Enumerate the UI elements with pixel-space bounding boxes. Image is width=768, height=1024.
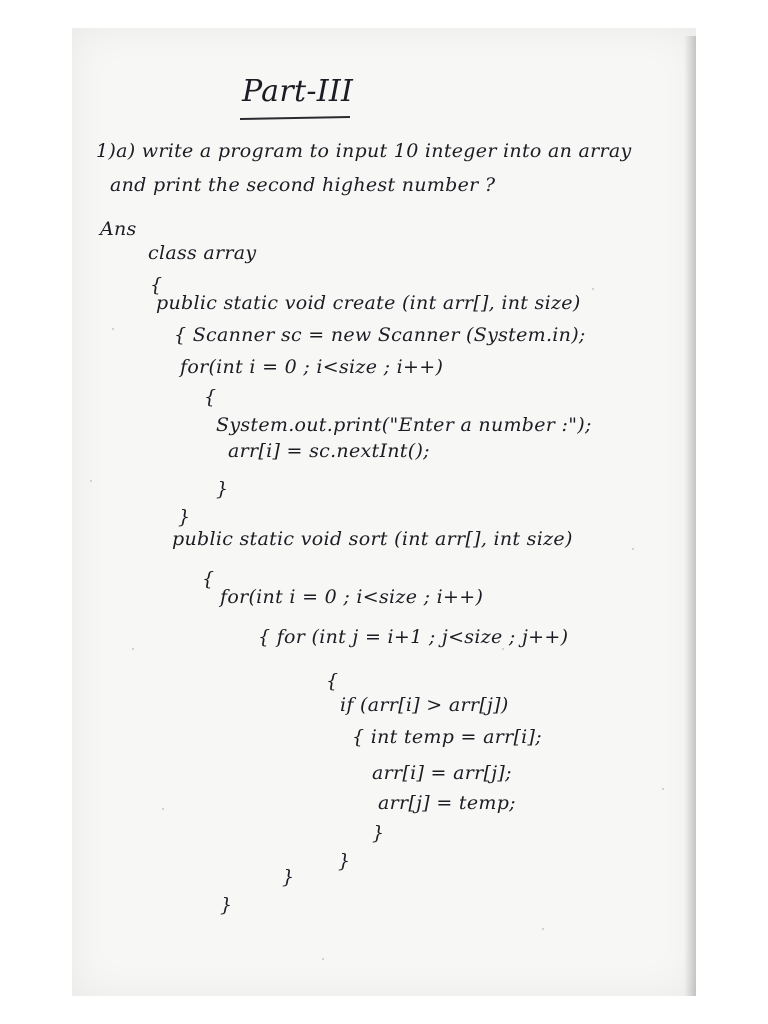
paper-speck: [322, 958, 324, 960]
code-line: arr[j] = temp;: [378, 792, 516, 814]
paper-speck: [592, 288, 594, 290]
code-line: if (arr[i] > arr[j]): [340, 694, 509, 716]
paper-speck: [502, 648, 504, 650]
code-line: { Scanner sc = new Scanner (System.in);: [174, 324, 586, 346]
code-line: { for (int j = i+1 ; j<size ; j++): [258, 626, 569, 648]
title-underline: [240, 116, 350, 120]
code-line: public static void create (int arr[], int size): [156, 292, 581, 314]
code-line: }: [178, 506, 191, 528]
page-right-shadow: [684, 36, 696, 996]
paper-speck: [132, 648, 134, 650]
question-line-2: and print the second highest number ?: [110, 174, 496, 196]
paper-speck: [632, 548, 634, 550]
code-line: System.out.print("Enter a number :");: [216, 414, 592, 436]
paper-speck: [542, 928, 544, 930]
code-line: }: [338, 850, 351, 872]
code-line: }: [282, 866, 295, 888]
page-title: Part-III: [242, 74, 354, 109]
notebook-page: [72, 28, 696, 996]
code-line: public static void sort (int arr[], int size): [172, 528, 573, 550]
paper-speck: [90, 480, 92, 482]
code-line: }: [372, 822, 385, 844]
paper-speck: [162, 808, 164, 810]
question-line-1: 1)a) write a program to input 10 integer into an array: [96, 140, 632, 162]
code-line: arr[i] = sc.nextInt();: [228, 440, 430, 462]
code-line: }: [216, 478, 229, 500]
paper-speck: [112, 328, 114, 330]
code-line: }: [220, 894, 233, 916]
code-line: {: [150, 274, 163, 296]
code-line: {: [326, 670, 339, 692]
code-line: {: [202, 568, 215, 590]
code-line: class array: [148, 242, 257, 264]
code-line: arr[i] = arr[j];: [372, 762, 512, 784]
code-line: for(int i = 0 ; i<size ; i++): [220, 586, 484, 608]
code-line: { int temp = arr[i];: [352, 726, 542, 748]
code-line: {: [204, 386, 217, 408]
paper-speck: [662, 788, 664, 790]
answer-label: Ans: [100, 218, 137, 240]
code-line: for(int i = 0 ; i<size ; i++): [180, 356, 444, 378]
